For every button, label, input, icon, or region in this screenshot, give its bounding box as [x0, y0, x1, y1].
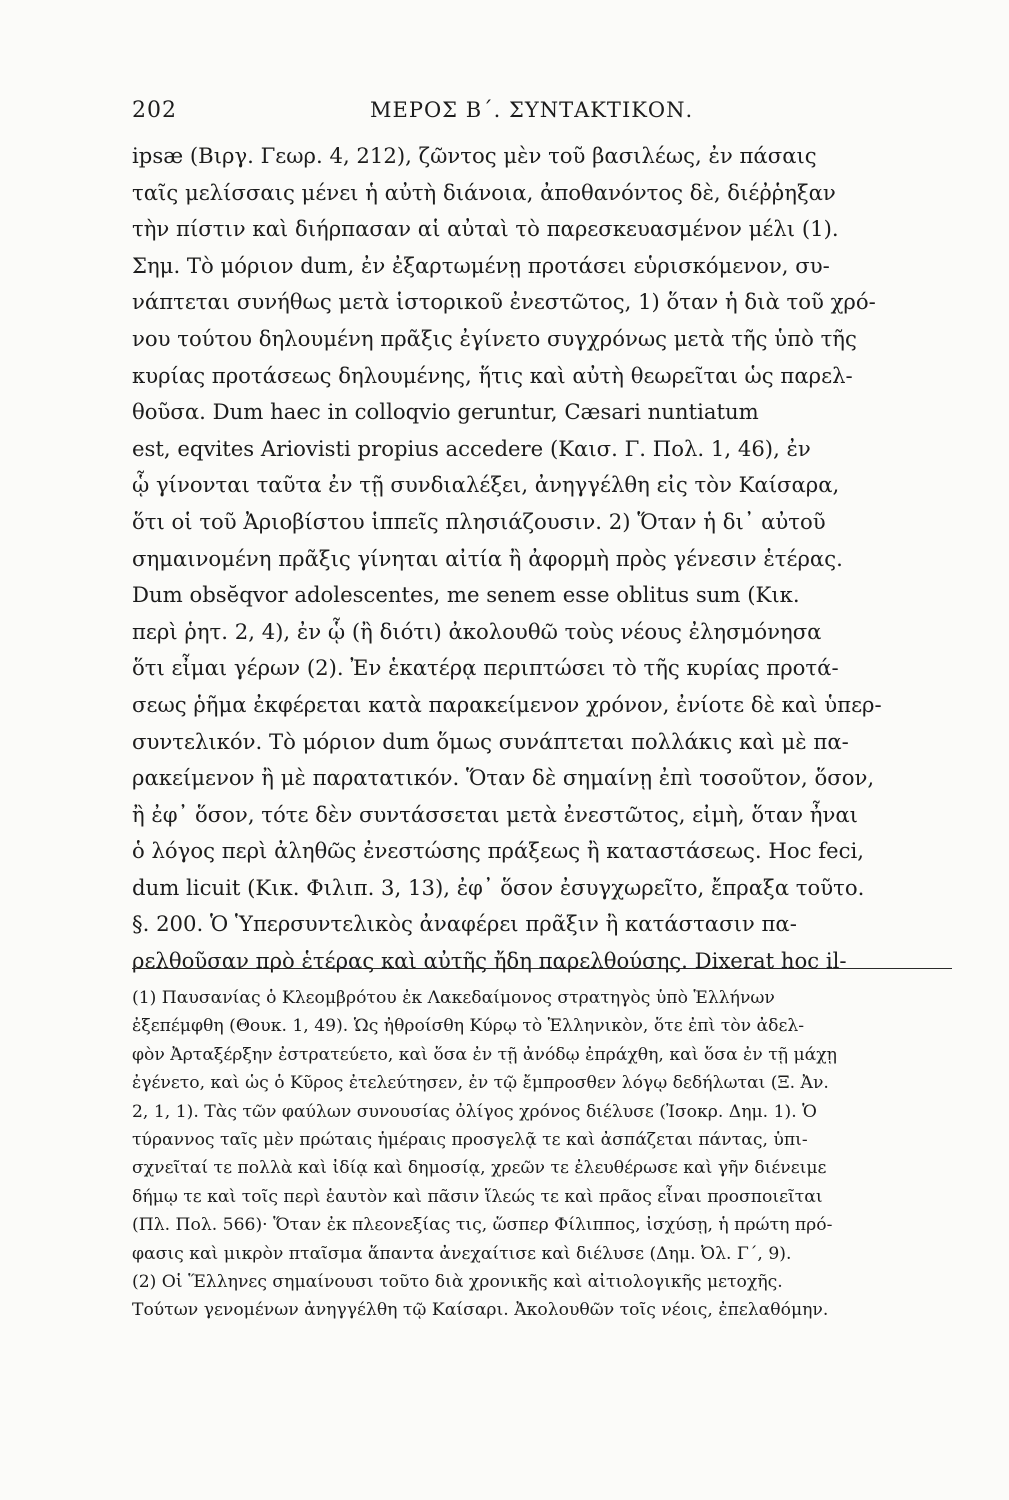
running-title: ΜΕΡΟΣ Β΄. ΣΥΝΤΑΚΤΙΚΟΝ. [370, 98, 694, 122]
text-line: est, eqvites Ariovisti propius accedere (Καισ. Γ. Πολ. 1, 46), ἐν [132, 435, 811, 461]
footnote-line: ἐγένετο, καὶ ὡς ὁ Κῦρος ἐτελεύτησεν, ἐν τῷ ἔμπροσθεν λόγῳ δεδήλωται (Ξ. Ἀν. [132, 1073, 829, 1094]
text-line: ᾧ γίνονται ταῦτα ἐν τῇ συνδιαλέξει, ἀνηγγέλθη εἰς τὸν Καίσαρα, [132, 472, 840, 498]
text-line: ρελθοῦσαν πρὸ ἑτέρας καὶ αὐτῆς ἤδη παρελθούσης. Dixerat hoc il- [132, 948, 847, 974]
text-line: dum licuit (Κικ. Φιλιπ. 3, 13), ἐφ᾽ ὅσον ἐσυγχωρεῖτο, ἔπραξα τοῦτο. [132, 874, 865, 900]
text-line: νάπτεται συνήθως μετὰ ἱστορικοῦ ἐνεστῶτος, 1) ὅταν ἡ διὰ τοῦ χρό- [132, 289, 876, 315]
text-line: συντελικόν. Τὸ μόριον dum ὅμως συνάπτεται πολλάκις καὶ μὲ πα- [132, 728, 849, 754]
text-line: ὅτι οἱ τοῦ Ἀριοβίστου ἱππεῖς πλησιάζουσιν. 2) Ὅταν ἡ δι᾽ αὐτοῦ [132, 508, 826, 534]
footnote-line: ἐξεπέμφθη (Θουκ. 1, 49). Ὡς ἠθροίσθη Κύρῳ τὸ Ἑλληνικὸν, ὅτε ἐπὶ τὸν ἀδελ- [132, 1016, 805, 1037]
text-line: νου τούτου δηλουμένη πρᾶξις ἐγίνετο συγχρόνως μετὰ τῆς ὑπὸ τῆς [132, 325, 857, 351]
text-line: Dum obsĕqvor adolescentes, me senem esse oblitus sum (Κικ. [132, 582, 800, 608]
footnotes [132, 984, 952, 1325]
text-line: Σημ. Τὸ μόριον dum, ἐν ἐξαρτωμένῃ προτάσει εὑρισκόμενον, συ- [132, 252, 830, 278]
text-line: ipsæ (Βιργ. Γεωρ. 4, 212), ζῶντος μὲν τοῦ βασιλέως, ἐν πάσαις [132, 143, 817, 168]
text-line: ὅτι εἶμαι γέρων (2). Ἐν ἑκατέρᾳ περιπτώσει τὸ τῆς κυρίας προτά- [132, 655, 839, 681]
footnote-line: (2) Οἱ Ἕλληνες σημαίνουσι τοῦτο διὰ χρονικῆς καὶ αἰτιολογικῆς μετοχῆς. [132, 1271, 783, 1292]
text-line: σημαινομένη πρᾶξις γίνηται αἰτία ἢ ἀφορμὴ πρὸς γένεσιν ἑτέρας. [132, 545, 843, 571]
text-line: ἢ ἐφ᾽ ὅσον, τότε δὲν συντάσσεται μετὰ ἐνεστῶτος, εἰμὴ, ὅταν ἦναι [132, 801, 858, 827]
page-header [132, 98, 952, 134]
text-line: περὶ ῥητ. 2, 4), ἐν ᾧ (ἢ διότι) ἀκολουθῶ τοὺς νέους ἐλησμόνησα [132, 618, 822, 644]
footnote-line: (1) Παυσανίας ὁ Κλεομβρότου ἐκ Λακεδαίμονος στρατηγὸς ὑπὸ Ἑλλήνων [132, 988, 775, 1008]
text-line: ρακείμενον ἢ μὲ παρατατικόν. Ὅταν δὲ σημαίνῃ ἐπὶ τοσοῦτον, ὅσον, [132, 765, 875, 791]
footnote-line: φὸν Ἀρταξέρξην ἐστρατεύετο, καὶ ὅσα ἐν τῇ ἀνόδῳ ἐπράχθη, καὶ ὅσα ἐν τῇ μάχῃ [132, 1044, 837, 1065]
text-line: κυρίας προτάσεως δηλουμένης, ἥτις καὶ αὐτὴ θεωρεῖται ὡς παρελ- [132, 362, 853, 388]
text-line: σεως ῥῆμα ἐκφέρεται κατὰ παρακείμενον χρόνον, ἐνίοτε δὲ καὶ ὑπερ- [132, 691, 882, 717]
footnote-line: σχνεῖταί τε πολλὰ καὶ ἰδίᾳ καὶ δημοσίᾳ, χρεῶν τε ἐλευθέρωσε καὶ γῆν διένειμε [132, 1158, 827, 1179]
footnote-line: φασις καὶ μικρὸν πταῖσμα ἅπαντα ἀνεχαίτισε καὶ διέλυσε (Δημ. Ὀλ. Γ΄, 9). [132, 1243, 792, 1264]
text-line: θοῦσα. Dum haec in colloqvio geruntur, Cæsari nuntiatum [132, 399, 759, 425]
footnote-line: (Πλ. Πολ. 566)· Ὅταν ἐκ πλεονεξίας τις, ὥσπερ Φίλιππος, ἰσχύσῃ, ἡ πρώτη πρό- [132, 1215, 833, 1236]
text-line: τὴν πίστιν καὶ διήρπασαν αἱ αὐταὶ τὸ παρεσκευασμένον μέλι (1). [132, 216, 839, 242]
footnote-line: δήμῳ τε καὶ τοῖς περὶ ἑαυτὸν καὶ πᾶσιν ἵλεώς τε καὶ πρᾶος εἶναι προσποιεῖται [132, 1186, 823, 1207]
footnote-line: 2, 1, 1). Τὰς τῶν φαύλων συνουσίας ὀλίγος χρόνος διέλυσε (Ἰσοκρ. Δημ. 1). Ὁ [132, 1101, 817, 1122]
main-text [132, 138, 952, 980]
text-line: ὁ λόγος περὶ ἀληθῶς ἐνεστώσης πράξεως ἢ καταστάσεως. Hoc feci, [132, 838, 864, 864]
footnote-line: Τούτων γενομένων ἀνηγγέλθη τῷ Καίσαρι. Ἀκολουθῶν τοῖς νέοις, ἐπελαθόμην. [132, 1300, 829, 1321]
text-line: §. 200. Ὁ Ὑπερσυντελικὸς ἀναφέρει πρᾶξιν ἢ κατάστασιν πα- [132, 911, 797, 937]
footnote-separator [132, 968, 952, 969]
page-number: 202 [132, 98, 177, 123]
text-line: ταῖς μελίσσαις μένει ἡ αὐτὴ διάνοια, ἀποθανόντος δὲ, διέῤῥηξαν [132, 179, 836, 205]
footnote-line: τύραννος ταῖς μὲν πρώταις ἡμέραις προσγελᾷ τε καὶ ἀσπάζεται πάντας, ὑπι- [132, 1129, 808, 1150]
